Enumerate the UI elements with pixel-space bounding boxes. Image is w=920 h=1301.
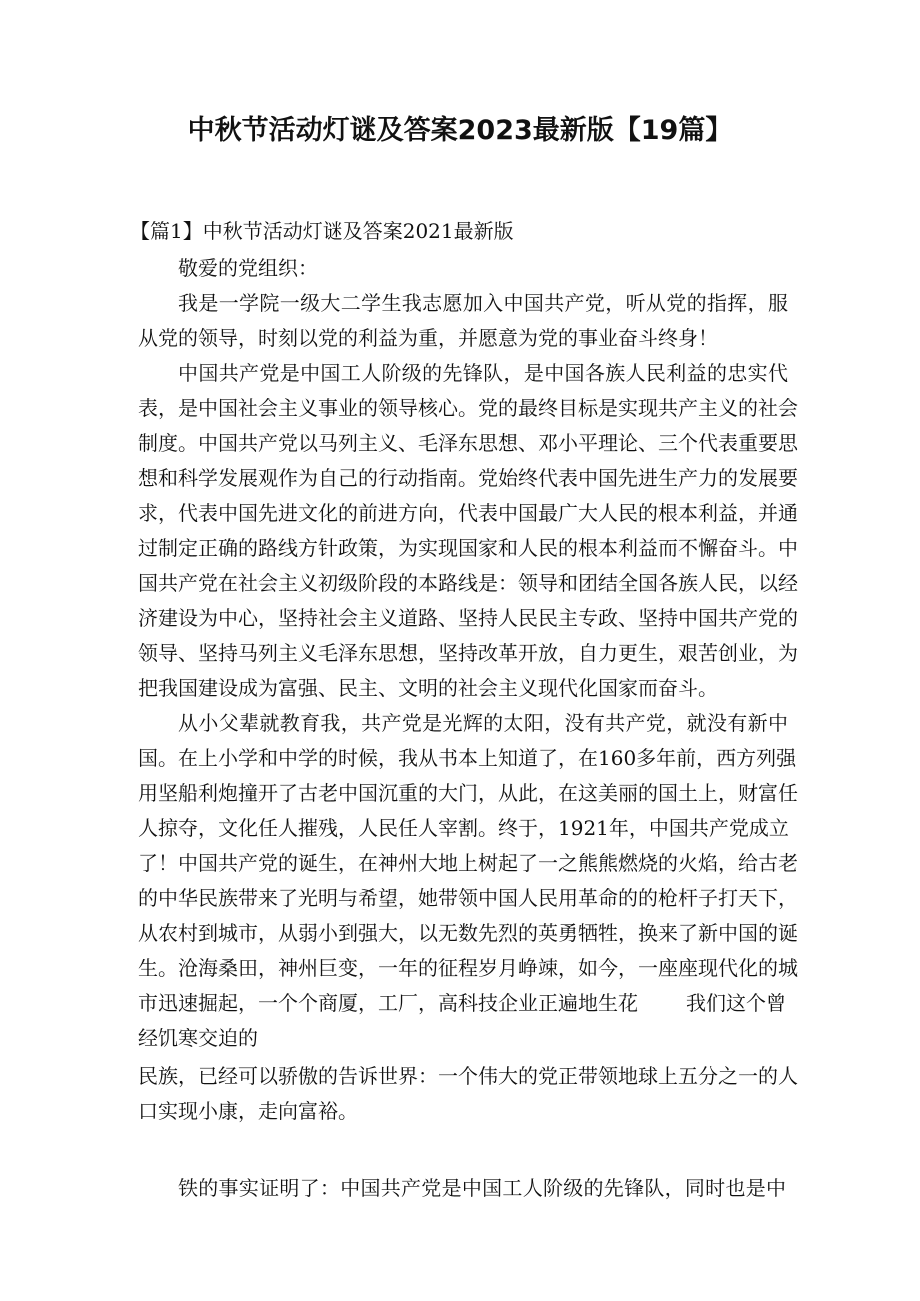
paragraph-line-fragment: 我们这个曾	[686, 991, 786, 1015]
paragraph-line: 人掠夺，文化任人摧残，人民任人宰割。终于，1921年，中国共产党成立	[138, 816, 789, 840]
paragraph-line: 口实现小康，走向富裕。	[138, 1099, 358, 1123]
paragraph-line: 从党的领导，时刻以党的利益为重，并愿意为党的事业奋斗终身！	[138, 326, 718, 350]
paragraph-line: 国共产党在社会主义初级阶段的本路线是：领导和团结全国各族人民，以经	[138, 571, 798, 595]
paragraph-line: 从农村到城市，从弱小到强大，以无数先烈的英勇牺牲，换来了新中国的诞	[138, 921, 798, 945]
paragraph-line: 中国共产党是中国工人阶级的先锋队，是中国各族人民利益的忠实代	[178, 361, 788, 385]
paragraph-line: 民族，已经可以骄傲的告诉世界：一个伟大的党正带领地球上五分之一的人	[138, 1064, 798, 1088]
paragraph-line: 的中华民族带来了光明与希望，她带领中国人民用革命的的枪杆子打天下，	[138, 886, 798, 910]
section-heading: 【篇1】中秋节活动灯谜及答案2021最新版	[130, 219, 514, 243]
paragraph-line: 把我国建设成为富强、民主、文明的社会主义现代化国家而奋斗。	[138, 676, 718, 700]
paragraph-line: 济建设为中心，坚持社会主义道路、坚持人民民主专政、坚持中国共产党的	[138, 606, 798, 630]
paragraph-line: 铁的事实证明了：中国共产党是中国工人阶级的先锋队，同时也是中	[178, 1176, 786, 1200]
paragraph-line: 市迅速掘起，一个个商厦，工厂，高科技企业正遍地生花	[138, 991, 638, 1015]
paragraph-line: 用坚船利炮撞开了古老中国沉重的大门，从此，在这美丽的国土上，财富任	[138, 781, 798, 805]
salutation: 敬爱的党组织：	[178, 256, 318, 280]
document-title: 中秋节活动灯谜及答案2023最新版【19篇】	[187, 115, 733, 146]
paragraph-line: 表，是中国社会主义事业的领导核心。党的最终目标是实现共产主义的社会	[138, 396, 798, 420]
paragraph-line: 制度。中国共产党以马列主义、毛泽东思想、邓小平理论、三个代表重要思	[138, 431, 798, 455]
paragraph-line: 生。沧海桑田，神州巨变，一年的征程岁月峥竦，如今，一座座现代化的城	[138, 956, 798, 980]
paragraph-line: 过制定正确的路线方针政策，为实现国家和人民的根本利益而不懈奋斗。中	[138, 536, 798, 560]
paragraph-line: 想和科学发展观作为自己的行动指南。党始终代表中国先进生产力的发展要	[138, 466, 798, 490]
paragraph-line: 领导、坚持马列主义毛泽东思想，坚持改革开放，自力更生，艰苦创业，为	[138, 641, 798, 665]
paragraph-line: 国。在上小学和中学的时候，我从书本上知道了，在160多年前，西方列强	[138, 746, 797, 770]
paragraph-line: 从小父辈就教育我，共产党是光辉的太阳，没有共产党，就没有新中	[178, 711, 788, 735]
paragraph-line: 我是一学院一级大二学生我志愿加入中国共产党，听从党的指挥，服	[178, 291, 788, 315]
paragraph-line: 求，代表中国先进文化的前进方向，代表中国最广大人民的根本利益，并通	[138, 501, 798, 525]
paragraph-line: 了！中国共产党的诞生，在神州大地上树起了一之熊熊燃烧的火焰，给古老	[138, 851, 798, 875]
paragraph-line: 经饥寒交迫的	[138, 1026, 258, 1050]
